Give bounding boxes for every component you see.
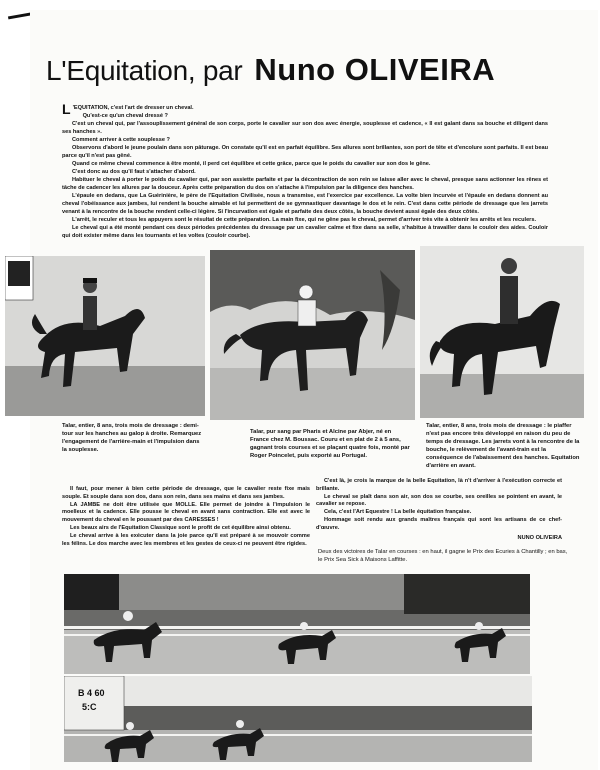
caption-middle: Talar, pur sang par Pharis et Alcine par Abjer, né en France chez M. Boussac. Couru et en plat de 2 à 5 ans, gagnant trois courses et se plaçant quatre fois, monté par Roger Poincelet, puis exporté au Portugal. — [250, 429, 410, 459]
photo-abjer-racecourse — [210, 250, 415, 420]
intro-text — [62, 101, 548, 240]
intro-paragraph: L'arrêt, le reculer et tous les appuyers sont le résultat de cette préparation. La main fixe, qui ne gêne pas le cheval, permet d'arriver très vite à obtenir les arrêts et les reculers. — [72, 217, 537, 223]
body-paragraph: Hommage soit rendu aux grands maîtres français qui sont les artisans de ce chef-d'œuvre. — [316, 516, 562, 531]
photo-talar-halt — [5, 256, 205, 416]
race-board-line1: B 4 60 — [78, 688, 105, 698]
body-right — [316, 478, 562, 542]
intro-paragraph: Qu'est-ce qu'un cheval dressé ? — [82, 113, 168, 119]
intro-paragraph: Habituer le cheval à porter le poids du cavalier qui, par son assiette parfaite et par la décontraction de son rein se laisse aller avec le cheval, presque sans actionner les rênes et tâche de cadencer les allures par la douceur. Après cette préparation du dos on s'attache à l'impulsion par la diligence des hanches. — [62, 177, 548, 191]
article-title — [46, 52, 566, 88]
author-signature: NUNO OLIVEIRA — [517, 534, 562, 541]
victory-caption: Deux des victoires de Talar en courses : en haut, il gagne le Prix des Ecuries à Chantilly ; en bas, le Prix Sea Sick à Maisons Laffitte. — [318, 549, 568, 563]
body-paragraph: Il faut, pour mener à bien cette période de dressage, que le cavalier reste fixe mais souple. Et souple dans son dos, dans son rein, dans ses mains et dans ses jambes. — [62, 486, 310, 500]
photo-race-maisons-laffitte — [64, 676, 532, 762]
body-paragraph: Le cheval arrive à les exécuter dans la joie parce qu'il est préparé à se mouvoir comme les félins. Le dos marche avec les membres et les gestes de ceux-ci ne peuvent être rigides. — [62, 532, 310, 547]
caption-right: Talar, entier, 8 ans, trois mois de dressage : le piaffer n'est pas encore très développé en raison du peu de temps de dressage. Les jarrets vont à la rencontre de la bouche, le relèvement de l'avant-train est la conséquence de l'abaissement des hanches. Equitation d'arrière en avant. — [426, 423, 580, 469]
photo-talar-piaffer — [420, 246, 584, 418]
intro-paragraph: Comment arriver à cette souplesse ? — [72, 137, 170, 143]
body-paragraph: Le cheval se plaît dans son air, son dos se courbe, ses oreilles se pointent en avant, le cavalier se repose. — [316, 493, 562, 508]
intro-paragraph: Quand ce même cheval commence à être monté, il perd cet équilibre et cette grâce, parce que le poids du cavalier sur son dos le gêne. — [72, 161, 431, 167]
body-paragraph: Cela, c'est l'Art Equestre ! La belle équitation française. — [324, 509, 472, 516]
body-left — [62, 486, 310, 548]
intro-paragraph: L 'EQUITATION, c'est l'art de dresser un cheval. — [62, 101, 194, 117]
title-prefix: L'Equitation, par — [46, 55, 243, 86]
photo-race-chantilly — [64, 574, 530, 674]
drop-cap: L — [62, 101, 71, 117]
title-author: Nuno OLIVEIRA — [254, 52, 496, 87]
intro-paragraph: Observons d'abord le jeune poulain dans son pâturage. On constate qu'il est en parfait équilibre. Ses allures sont brillantes, son port de tête et d'encolure sont parfaits. Il est beau parce qu'il n'est pas gêné. — [62, 145, 548, 159]
race-board-line2: 5:C — [82, 702, 97, 712]
intro-paragraph: L'épaule en dedans, que La Guérinière, le père de l'Equitation Civilisée, nous a transmise, est l'exercice par excellence. La volte bien incurvée et l'épaule en dedans donnent au cheval l'obéissance aux jambes, lui rendent la bouche aimable et lui permettent de se gymnastiquer davantage le dos et le rein. C'est dans cette période de dressage que les jarrets venant à la rencontre de la bouche rendent celle-ci légère. Si l'incurvation est égale et parfaite des deux côtés, la bouche devient aussi égale des deux côtés. — [62, 193, 548, 215]
body-paragraph: C'est là, je crois la marque de la belle Equitation, là n't d'arriver à l'exécution correcte et brillante. — [316, 478, 562, 492]
intro-paragraph: Le cheval qui a été monté pendant ces deux périodes précédentes du dressage par un cavalier calme et fixe dans sa selle, s'habitue à travailler dans le couloir des aides. Couloir qui doit exister même dans les tournants et les voltes (couloir courbe). — [62, 225, 548, 239]
intro-paragraph: C'est un cheval qui, par l'assouplissement général de son corps, porte le cavalier sur son dos avec énergie, souplesse et cadence, « Il est galant dans sa bouche et diligent dans ses hanches ». — [62, 121, 548, 135]
caption-left: Talar, entier, 8 ans, trois mois de dressage : demi-tour sur les hanches au galop à droite. Remarquez l'engagement de l'arrière-main et l'impulsion dans la souplesse. — [62, 423, 202, 453]
body-paragraph: LA JAMBE ne doit être utilisée que MOLLE. Elle permet de joindre à l'impulsion le moelleux et la cadence. Elle pousse le cheval en avant sans contraction. Elle est avec le mouvement du cheval en le poussant par des CARESSES ! — [62, 501, 310, 524]
intro-paragraph: C'est donc au dos qu'il faut s'attacher d'abord. — [72, 169, 196, 175]
body-paragraph: Les beaux airs de l'Equitation Classique sont le profit de cet équilibre ainsi obtenu. — [70, 524, 291, 531]
